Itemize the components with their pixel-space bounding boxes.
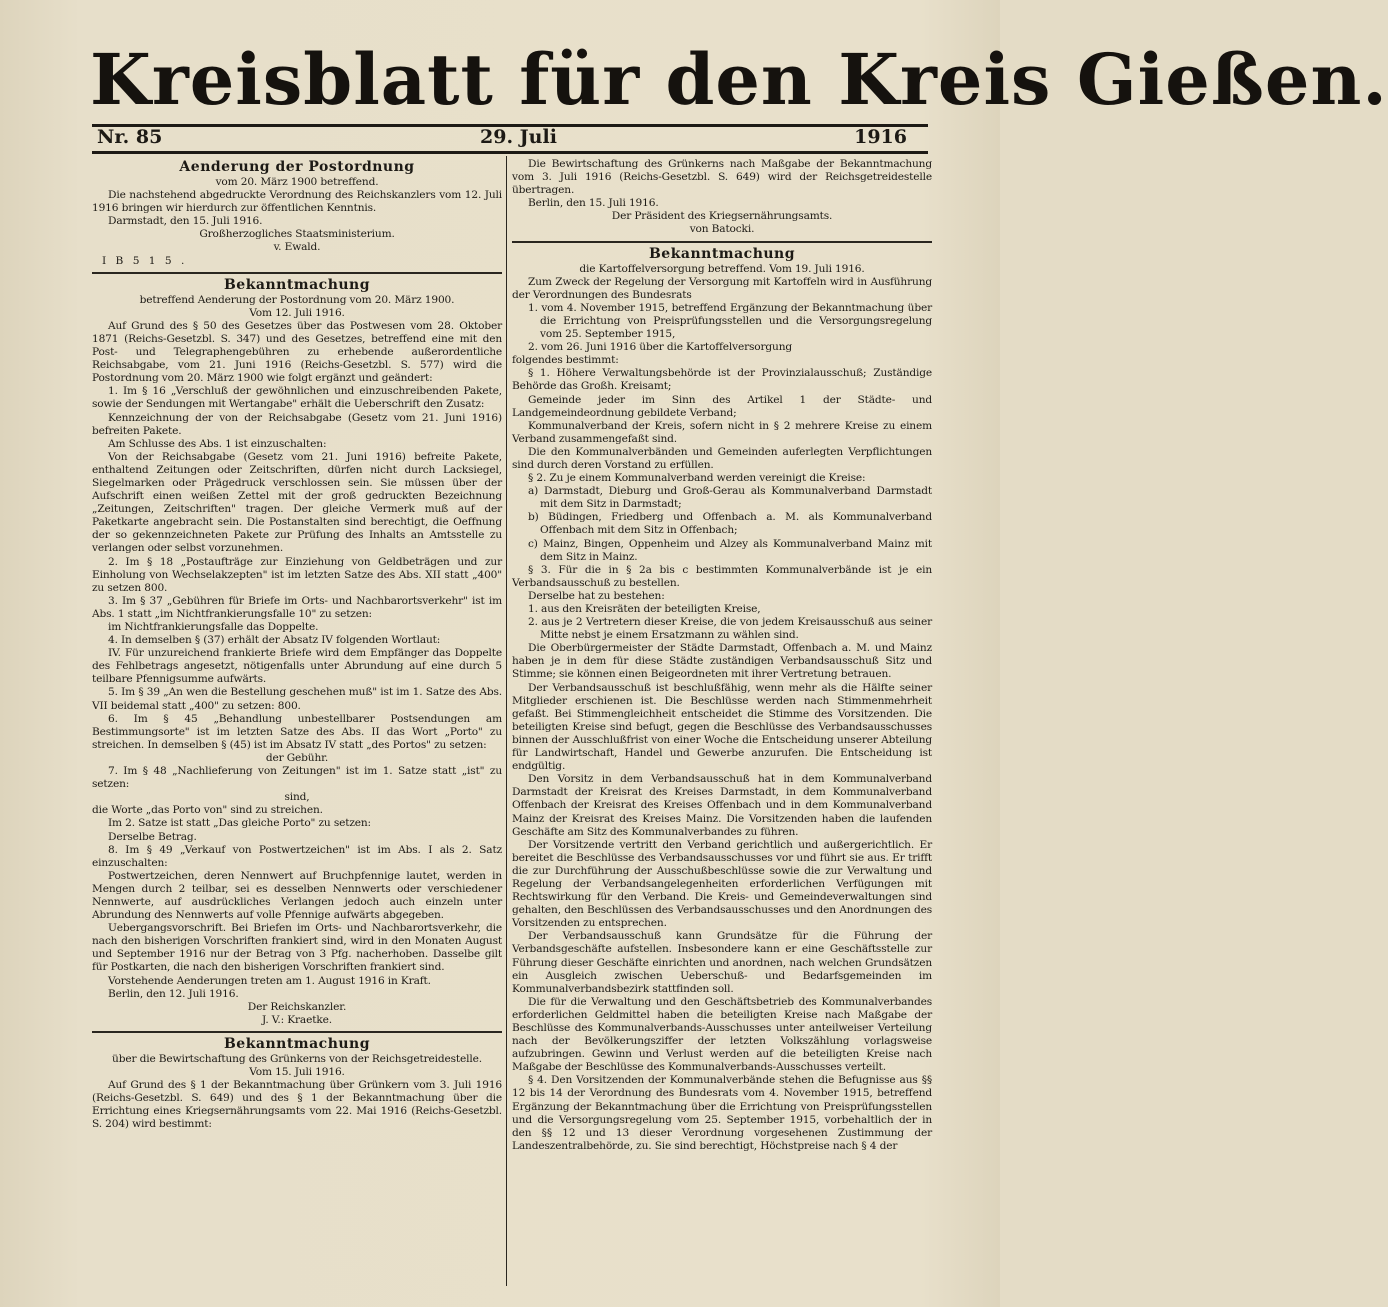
paragraph: 5. Im § 39 „An wen die Bestellung geschehen muß" ist im 1. Satze des Abs. VII beidemal statt „400" zu setzen: 800.	[92, 686, 502, 712]
article-heading: Bekanntmachung	[648, 245, 796, 262]
paragraph: Auf Grund des § 1 der Bekanntmachung über Grünkern vom 3. Juli 1916 (Reichs-Gesetzbl. S. 649) und des § 1 der Bekanntmachung über die Errichtung eines Kriegsernährungsamts vom 22. Mai 1916 (Reichs-Gesetzbl. S. 204) wird bestimmt:	[92, 1079, 502, 1131]
list-item: c) Mainz, Bingen, Oppenheim und Alzey als Kommunalverband Mainz mit dem Sitz in Mainz.	[528, 537, 932, 563]
paragraph: 8. Im § 49 „Verkauf von Postwertzeichen" ist im Abs. I als 2. Satz einzuschalten:	[92, 843, 502, 869]
paragraph: 6. Im § 45 „Behandlung unbestellbarer Postsendungen am Bestimmungsorte" ist im letzten Satze des Abs. II das Wort „Porto" zu streichen. In demselben § (45) ist im Absatz IV statt „des Portos" zu setzen:	[92, 712, 502, 751]
paragraph: § 2. Zu je einem Kommunalverband werden vereinigt die Kreise:	[528, 472, 866, 485]
paragraph: folgendes bestimmt:	[512, 354, 619, 367]
paragraph: Uebergangsvorschrift. Bei Briefen im Orts- und Nachbarortsverkehr, die nach den bisherigen Vorschriften frankiert sind, wird in den Monaten August und September 1916 nur der Betrag von 3 Pfg. nacherhoben. Dasselbe gilt für Postkarten, die nach den bisherigen Vorschriften frankiert sind.	[92, 922, 502, 974]
article-heading: Bekanntmachung	[223, 1035, 371, 1052]
issuing-office: Der Reichskanzler.	[247, 1000, 347, 1013]
issuing-office: Der Präsident des Kriegsernährungsamts.	[611, 210, 833, 223]
list-item: b) Büdingen, Friedberg und Offenbach a. M. als Kommunalverband Offenbach mit dem Sitz in Offenbach;	[528, 511, 932, 537]
paragraph: Vorstehende Aenderungen treten am 1. August 1916 in Kraft.	[108, 974, 431, 987]
section-rule	[92, 272, 502, 274]
paragraph: Gemeinde jeder im Sinn des Artikel 1 der Städte- und Landgemeindeordnung gebildete Verband;	[512, 393, 932, 419]
paragraph: Die nachstehend abgedruckte Verordnung des Reichskanzlers vom 12. Juli 1916 bringen wir hierdurch zur öffentlichen Kenntnis.	[92, 189, 502, 215]
right-column	[512, 158, 932, 1288]
article-subtitle: vom 20. März 1900 betreffend.	[215, 176, 379, 188]
paragraph: Kennzeichnung der von der Reichsabgabe (Gesetz vom 21. Juni 1916) befreiten Pakete.	[92, 411, 502, 437]
paragraph: die Worte „das Porto von" sind zu streichen.	[92, 804, 323, 817]
article-subtitle: betreffend Aenderung der Postordnung vom 20. März 1900.	[139, 293, 455, 306]
paragraph: 3. Im § 37 „Gebühren für Briefe im Orts- und Nachbarortsverkehr" ist im Abs. 1 statt „im Nichtfrankierungsfalle 10" zu setzen:	[92, 594, 502, 620]
article-subtitle: Vom 15. Juli 1916.	[249, 1066, 345, 1078]
paragraph: Auf Grund des § 50 des Gesetzes über das Postwesen vom 28. Oktober 1871 (Reichs-Gesetzbl. S. 347) und des Gesetzes, betreffend eine mit den Post- und Telegraphengebühren zu erhebende außerordentliche Reichsabgabe, vom 21. Juni 1916 (Reichs-Gesetzbl. S. 577) wird die Postordnung vom 20. März 1900 wie folgt ergänzt und geändert:	[92, 319, 502, 385]
paragraph: Im 2. Satze ist statt „Das gleiche Porto" zu setzen:	[108, 817, 371, 830]
paragraph: Den Vorsitz in dem Verbandsausschuß hat in dem Kommunalverband Darmstadt der Kreisrat des Kreises Darmstadt, in dem Kommunalverband Offenbach der Kreisrat des Kreises Offenbach und in dem Kommunalverband Mainz der Kreisrat des Kreises Mainz. Die Vorsitzenden haben die laufenden Geschäfte am Sitz des Kommunalverbandes zu führen.	[512, 773, 932, 838]
paragraph: Der Verbandsausschuß ist beschlußfähig, wenn mehr als die Hälfte seiner Mitglieder erschienen ist. Die Beschlüsse werden nach Stimmenmehrheit gefaßt. Bei Stimmengleichheit entscheidet die Stimme des Vorsitzenden. Die beteiligten Kreise sind befugt, gegen die Beschlüsse des Verbandsausschusses binnen der Ausschlußfrist von einer Woche die Entscheidung unserer Abteilung für Landwirtschaft, Handel und Gewerbe anzurufen. Die Entscheidung ist endgültig.	[512, 681, 932, 773]
paragraph: Die den Kommunalverbänden und Gemeinden auferlegten Verpflichtungen sind durch deren Vorstand zu erfüllen.	[512, 445, 932, 471]
paragraph: Derselbe Betrag.	[108, 830, 197, 843]
signature: v. Ewald.	[273, 241, 321, 254]
list-item: 1. vom 4. November 1915, betreffend Ergänzung der Bekanntmachung über die Errichtung von Preisprüfungsstellen und die Versorgungsregelung vom 25. September 1915,	[528, 301, 932, 341]
paragraph: Die für die Verwaltung und den Geschäftsbetrieb des Kommunalverbandes erforderlichen Geldmittel haben die beteiligten Kreise nach Maßgabe der Beschlüsse des Kommunalverbands-Ausschusses unter anteilweiser Verteilung nach der Bevölkerungsziffer der letzten Volkszählung vorlagsweise aufzubringen. Gewinn und Verlust werden auf die beteiligten Kreise nach Maßgabe der Beschlüsse des Kommunalverbands-Ausschusses verteilt.	[512, 995, 932, 1074]
issue-year: 1916	[854, 126, 907, 148]
paragraph: Der Vorsitzende vertritt den Verband gerichtlich und außergerichtlich. Er bereitet die Beschlüsse des Verbandsausschusses vor und führt sie aus. Er trifft die zur Durchführung der Ausschußbeschlüsse sowie die zur Verwaltung und Regelung der Verbandsangelegenheiten erforderlichen Verfügungen mit Rechtswirkung für den Verband. Die Kreis- und Gemeindeverwaltungen sind gehalten, den Beschlüssen des Verbandsausschusses und den Anordnungen des Vorsitzenden zu entsprechen.	[512, 838, 932, 930]
list-item: 2. aus je 2 Vertretern dieser Kreise, die von jedem Kreisausschuß aus seiner Mitte nebst je einem Ersatzmann zu wählen sind.	[528, 616, 932, 642]
place-date: Darmstadt, den 15. Juli 1916.	[108, 215, 263, 228]
paragraph: Die Bewirtschaftung des Grünkerns nach Maßgabe der Bekanntmachung vom 3. Juli 1916 (Reichs-Gesetzbl. S. 649) wird der Reichsgetreidestelle übertragen.	[512, 158, 932, 197]
dateline	[95, 126, 925, 152]
article-subtitle: über die Bewirtschaftung des Grünkerns von der Reichsgetreidestelle.	[112, 1052, 482, 1065]
issue-date: 29. Juli	[480, 126, 557, 148]
paragraph: IV. Für unzureichend frankierte Briefe wird dem Empfänger das Doppelte des Fehlbetrags angesetzt, nötigenfalls unter Abrundung auf eine durch 5 teilbare Pfennigsumme aufwärts.	[92, 647, 502, 686]
signature: von Batocki.	[689, 223, 755, 236]
masthead-rule-bottom	[92, 151, 928, 154]
article-heading: Aenderung der Postordnung	[179, 159, 415, 175]
paragraph: § 4. Den Vorsitzenden der Kommunalverbände stehen die Befugnisse aus §§ 12 bis 14 der Verordnung des Bundesrats vom 4. November 1915, betreffend Ergänzung der Bekanntmachung über die Errichtung von Preisprüfungsstellen und die Versorgungsregelung vom 25. September 1915, vorbehaltlich der in den §§ 12 und 13 dieser Verordnung vorgesehenen Zustimmung der Landeszentralbehörde, zu. Sie sind berechtigt, Höchstpreise nach § 4 der	[512, 1074, 932, 1152]
paragraph: 7. Im § 48 „Nachlieferung von Zeitungen" ist im 1. Satze statt „ist" zu setzen:	[92, 765, 502, 791]
place-date: Berlin, den 15. Juli 1916.	[528, 197, 659, 210]
paragraph: Von der Reichsabgabe (Gesetz vom 21. Juni 1916) befreite Pakete, enthaltend Zeitungen oder Zeitschriften, dürfen nicht durch Lacksiegel, Siegelmarken oder Prägedruck verschlossen sein. Sie müssen über der Aufschrift einen weißen Zettel mit der groß gedruckten Bezeichnung „Zeitungen, Zeitschriften" tragen. Der gleiche Vermerk muß auf der Paketkarte angebracht sein. Die Postanstalten sind berechtigt, die Oeffnung der so gekennzeichneten Pakete zur Prüfung des Inhalts an Amtsstelle zu verlangen oder selbst vorzunehmen.	[92, 450, 502, 555]
signature: J. V.: Kraetke.	[262, 1013, 332, 1026]
paragraph: Am Schlusse des Abs. 1 ist einzuschalten:	[108, 437, 327, 450]
issuing-office: Großherzogliches Staatsministerium.	[199, 228, 395, 241]
paragraph: sind,	[284, 791, 310, 804]
place-date: Berlin, den 12. Juli 1916.	[108, 987, 239, 1000]
left-column	[92, 158, 502, 1288]
list-item: 1. aus den Kreisräten der beteiligten Kreise,	[528, 603, 761, 615]
paragraph: Derselbe hat zu bestehen:	[528, 589, 665, 602]
list-item: a) Darmstadt, Dieburg und Groß-Gerau als Kommunalverband Darmstadt mit dem Sitz in Darmstadt;	[528, 485, 932, 511]
issue-number: Nr. 85	[97, 126, 163, 148]
article-heading: Bekanntmachung	[223, 276, 371, 293]
paragraph: § 1. Höhere Verwaltungsbehörde ist der Provinzialausschuß; Zuständige Behörde das Großh. Kreisamt;	[512, 367, 932, 393]
article-subtitle: die Kartoffelversorgung betreffend. Vom 19. Juli 1916.	[579, 262, 865, 275]
paragraph: § 3. Für die in § 2a bis c bestimmten Kommunalverbände ist je ein Verbandsausschuß zu bestellen.	[512, 563, 932, 589]
paragraph: Kommunalverband der Kreis, sofern nicht in § 2 mehrere Kreise zu einem Verband zusammengefaßt sind.	[512, 419, 932, 445]
section-rule	[92, 1031, 502, 1033]
section-rule	[512, 241, 932, 243]
paragraph: 4. In demselben § (37) erhält der Absatz IV folgenden Wortlaut:	[108, 634, 441, 647]
paragraph: der Gebühr.	[265, 751, 329, 764]
masthead-title: Kreisblatt für den Kreis Gießen.	[90, 38, 1388, 121]
article-subtitle: Vom 12. Juli 1916.	[249, 306, 345, 319]
paragraph: Der Verbandsausschuß kann Grundsätze für die Führung der Verbandsgeschäfte aufstellen. Insbesondere kann er eine Geschäftsstelle zur Führung dieser Geschäfte einrichten und anordnen, nach welchen Grundsätzen ein Ausgleich zwischen Ueberschuß- und Bedarfsgemeinden im Kommunalverbandsbezirk stattfinden soll.	[512, 930, 932, 995]
paragraph: Zum Zweck der Regelung der Versorgung mit Kartoffeln wird in Ausführung der Verordnungen des Bundesrats	[512, 275, 932, 301]
paragraph: im Nichtfrankierungsfalle das Doppelte.	[108, 621, 319, 633]
column-divider	[506, 156, 507, 1286]
list-item: 2. vom 26. Juni 1916 über die Kartoffelversorgung	[528, 341, 793, 354]
paragraph: Die Oberbürgermeister der Städte Darmstadt, Offenbach a. M. und Mainz haben je in dem für diese Städte zuständigen Verbandsausschuß Sitz und Stimme; sie können einen Beigeordneten mit ihrer Vertretung betrauen.	[512, 642, 932, 681]
paragraph: Postwertzeichen, deren Nennwert auf Bruchpfennige lautet, werden in Mengen durch 2 teilbar, sei es desselben Nennwerts oder verschiedener Nennwerte, auf ausdrückliches Verlangen jedoch auch einzeln unter Abrundung des Nennwerts auf volle Pfennige aufwärts abgegeben.	[92, 869, 502, 922]
paragraph: 2. Im § 18 „Postaufträge zur Einziehung von Geldbeträgen und zur Einholung von Wechselakzepten" ist im letzten Satze des Abs. XII statt „400" zu setzen 800.	[92, 555, 502, 594]
paragraph: 1. Im § 16 „Verschluß der gewöhnlichen und einzuschreibenden Pakete, sowie der Sendungen mit Wertangabe" erhält die Ueberschrift den Zusatz:	[92, 385, 502, 411]
reference-mark: I B 5 1 5 .	[102, 254, 188, 267]
